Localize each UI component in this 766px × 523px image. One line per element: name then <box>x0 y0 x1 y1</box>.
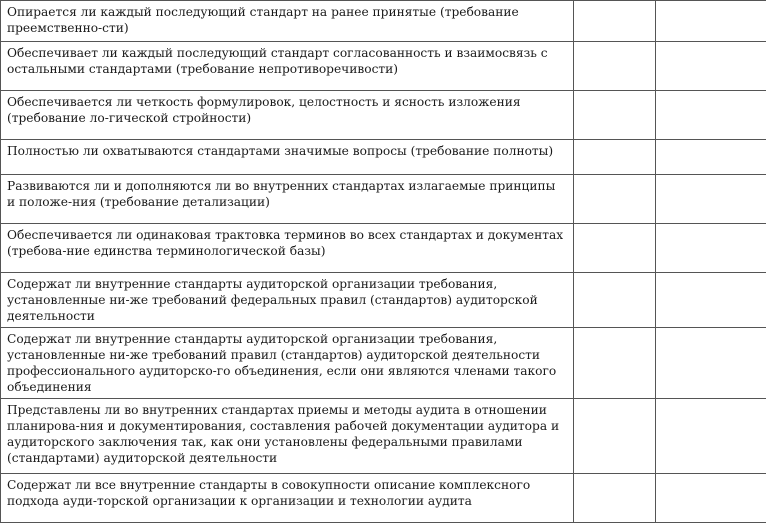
question-cell <box>1 1 574 42</box>
answer-cell-yes[interactable] <box>574 273 656 328</box>
question-cell <box>1 140 574 175</box>
table-row <box>1 91 766 140</box>
question-text: Полностью ли охватываются стандартами значимые вопросы (требование полноты) <box>7 144 553 158</box>
answer-cell-yes[interactable] <box>574 474 656 523</box>
table-row <box>1 328 766 399</box>
question-cell <box>1 175 574 224</box>
question-text: Развиваются ли и дополняются ли во внутренних стандартах излагаемые принципы и положе-ния (требование детализации) <box>7 179 555 209</box>
question-cell <box>1 399 574 474</box>
question-cell <box>1 42 574 91</box>
question-text: Содержат ли внутренние стандарты аудиторской организации требования, установленные ни-же требований правил (стандартов) аудиторской деятельности профессионального аудиторско-го объединения, если они являются членами такого объединения <box>7 332 556 394</box>
answer-cell-yes[interactable] <box>574 399 656 474</box>
answer-cell-yes[interactable] <box>574 91 656 140</box>
answer-cell-no[interactable] <box>656 1 766 42</box>
question-cell <box>1 224 574 273</box>
answer-cell-no[interactable] <box>656 224 766 273</box>
question-cell <box>1 328 574 399</box>
table-row <box>1 175 766 224</box>
answer-cell-yes[interactable] <box>574 328 656 399</box>
question-text: Обеспечивает ли каждый последующий стандарт согласованность и взаимосвязь с остальными стандартами (требование непротиворечивости) <box>7 46 548 76</box>
question-text: Представлены ли во внутренних стандартах приемы и методы аудита в отношении планирова-ния и документирования, составления рабочей документации аудитора и аудиторского заключения так, как они установлены федеральными правилами (стандартами) аудиторской деятельности <box>7 403 559 465</box>
answer-cell-yes[interactable] <box>574 140 656 175</box>
table-row <box>1 140 766 175</box>
question-text: Обеспечивается ли одинаковая трактовка терминов во всех стандартах и документах (требова-ние единства терминологической базы) <box>7 228 563 258</box>
table-row <box>1 1 766 42</box>
question-text: Обеспечивается ли четкость формулировок, целостность и ясность изложения (требование ло-гической стройности) <box>7 95 521 125</box>
question-cell <box>1 474 574 523</box>
question-text: Содержат ли внутренние стандарты аудиторской организации требования, установленные ни-же требований федеральных правил (стандартов) аудиторской деятельности <box>7 277 538 323</box>
answer-cell-yes[interactable] <box>574 42 656 91</box>
table-row <box>1 474 766 523</box>
answer-cell-yes[interactable] <box>574 224 656 273</box>
answer-cell-no[interactable] <box>656 140 766 175</box>
answer-cell-no[interactable] <box>656 42 766 91</box>
answer-cell-no[interactable] <box>656 474 766 523</box>
question-text: Опирается ли каждый последующий стандарт на ранее принятые (требование преемственно-сти) <box>7 5 519 35</box>
answer-cell-no[interactable] <box>656 175 766 224</box>
table-row <box>1 399 766 474</box>
answer-cell-no[interactable] <box>656 273 766 328</box>
answer-cell-no[interactable] <box>656 399 766 474</box>
question-cell <box>1 273 574 328</box>
table-row <box>1 42 766 91</box>
answer-cell-no[interactable] <box>656 328 766 399</box>
question-text: Содержат ли все внутренние стандарты в совокупности описание комплексного подхода ауди-торской организации к организации и технологии аудита <box>7 478 530 508</box>
answer-cell-yes[interactable] <box>574 175 656 224</box>
answer-cell-no[interactable] <box>656 91 766 140</box>
table-row <box>1 224 766 273</box>
answer-cell-yes[interactable] <box>574 1 656 42</box>
question-cell <box>1 91 574 140</box>
table-row <box>1 273 766 328</box>
